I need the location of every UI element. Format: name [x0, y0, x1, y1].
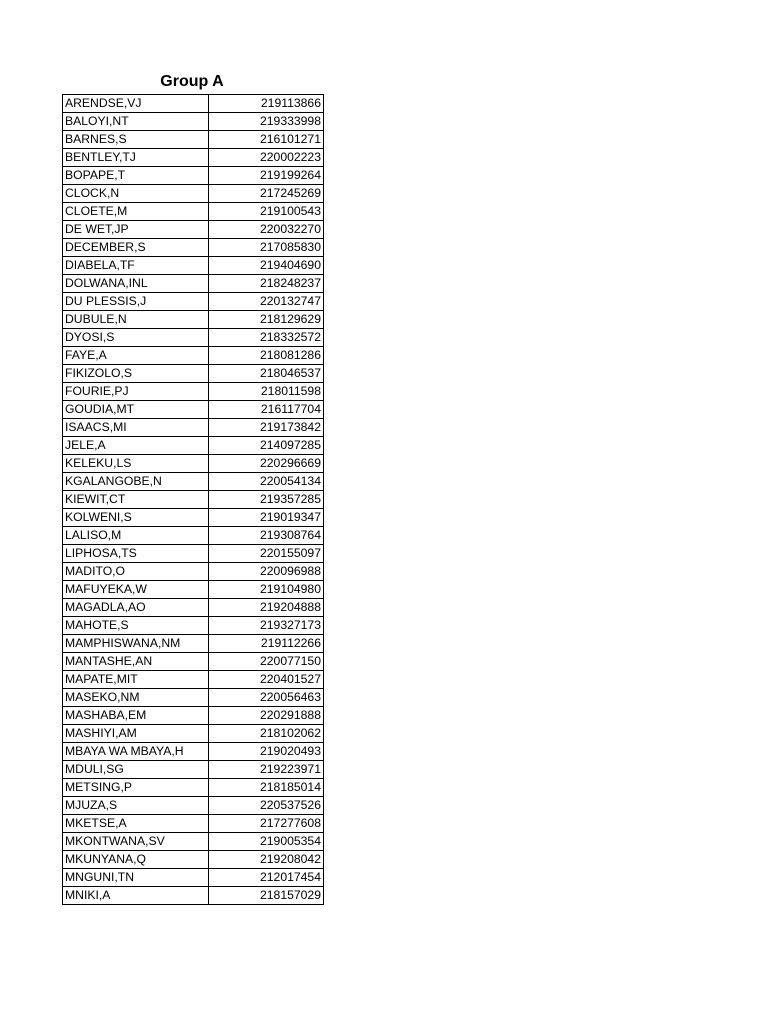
table-row — [63, 707, 324, 725]
table-row — [63, 797, 324, 815]
student-number-cell: 218102062 — [209, 725, 324, 743]
table-row — [63, 509, 324, 527]
table-row — [63, 293, 324, 311]
table-row — [63, 599, 324, 617]
table-row — [63, 131, 324, 149]
student-number-cell: 218046537 — [209, 365, 324, 383]
roster-body — [63, 95, 324, 905]
student-number-cell: 219333998 — [209, 113, 324, 131]
student-name-cell: METSING,P — [63, 779, 209, 797]
student-number-cell: 220002223 — [209, 149, 324, 167]
student-name-cell: BARNES,S — [63, 131, 209, 149]
student-name-cell: KGALANGOBE,N — [63, 473, 209, 491]
table-row — [63, 635, 324, 653]
table-row — [63, 149, 324, 167]
student-name-cell: CLOCK,N — [63, 185, 209, 203]
student-number-cell: 219005354 — [209, 833, 324, 851]
student-roster-table — [62, 94, 324, 905]
student-name-cell: MAHOTE,S — [63, 617, 209, 635]
table-row — [63, 329, 324, 347]
student-name-cell: MDULI,SG — [63, 761, 209, 779]
student-name-cell: MJUZA,S — [63, 797, 209, 815]
student-number-cell: 218185014 — [209, 779, 324, 797]
student-number-cell: 219112266 — [209, 635, 324, 653]
student-name-cell: CLOETE,M — [63, 203, 209, 221]
student-name-cell: MNGUNI,TN — [63, 869, 209, 887]
student-number-cell: 212017454 — [209, 869, 324, 887]
table-row — [63, 203, 324, 221]
student-number-cell: 219204888 — [209, 599, 324, 617]
student-name-cell: FAYE,A — [63, 347, 209, 365]
table-row — [63, 113, 324, 131]
table-row — [63, 653, 324, 671]
student-number-cell: 219357285 — [209, 491, 324, 509]
table-row — [63, 887, 324, 905]
student-number-cell: 219113866 — [209, 95, 324, 113]
student-name-cell: MAPATE,MIT — [63, 671, 209, 689]
table-row — [63, 563, 324, 581]
student-number-cell: 218011598 — [209, 383, 324, 401]
student-name-cell: MKUNYANA,Q — [63, 851, 209, 869]
student-name-cell: MAFUYEKA,W — [63, 581, 209, 599]
student-number-cell: 219020493 — [209, 743, 324, 761]
student-name-cell: BENTLEY,TJ — [63, 149, 209, 167]
student-name-cell: KELEKU,LS — [63, 455, 209, 473]
student-name-cell: MADITO,O — [63, 563, 209, 581]
student-number-cell: 220401527 — [209, 671, 324, 689]
student-name-cell: FOURIE,PJ — [63, 383, 209, 401]
student-number-cell: 217085830 — [209, 239, 324, 257]
table-row — [63, 437, 324, 455]
student-number-cell: 219308764 — [209, 527, 324, 545]
student-number-cell: 220291888 — [209, 707, 324, 725]
student-number-cell: 220056463 — [209, 689, 324, 707]
student-name-cell: ISAACS,MI — [63, 419, 209, 437]
table-row — [63, 671, 324, 689]
student-name-cell: LALISO,M — [63, 527, 209, 545]
table-row — [63, 383, 324, 401]
student-number-cell: 219223971 — [209, 761, 324, 779]
table-row — [63, 365, 324, 383]
table-row — [63, 401, 324, 419]
student-name-cell: MKONTWANA,SV — [63, 833, 209, 851]
student-name-cell: MASHABA,EM — [63, 707, 209, 725]
student-number-cell: 220537526 — [209, 797, 324, 815]
student-name-cell: DE WET,JP — [63, 221, 209, 239]
student-name-cell: KIEWIT,CT — [63, 491, 209, 509]
table-row — [63, 491, 324, 509]
student-number-cell: 219404690 — [209, 257, 324, 275]
table-row — [63, 581, 324, 599]
student-name-cell: MNIKI,A — [63, 887, 209, 905]
student-name-cell: KOLWENI,S — [63, 509, 209, 527]
student-name-cell: MAGADLA,AO — [63, 599, 209, 617]
student-number-cell: 218129629 — [209, 311, 324, 329]
table-row — [63, 761, 324, 779]
table-row — [63, 311, 324, 329]
table-row — [63, 221, 324, 239]
student-name-cell: MKETSE,A — [63, 815, 209, 833]
student-number-cell: 218248237 — [209, 275, 324, 293]
student-number-cell: 219199264 — [209, 167, 324, 185]
student-number-cell: 220054134 — [209, 473, 324, 491]
student-name-cell: JELE,A — [63, 437, 209, 455]
student-number-cell: 220032270 — [209, 221, 324, 239]
table-row — [63, 95, 324, 113]
student-number-cell: 220077150 — [209, 653, 324, 671]
student-number-cell: 218157029 — [209, 887, 324, 905]
student-number-cell: 216101271 — [209, 131, 324, 149]
student-name-cell: DYOSI,S — [63, 329, 209, 347]
student-number-cell: 220155097 — [209, 545, 324, 563]
student-number-cell: 219104980 — [209, 581, 324, 599]
table-row — [63, 419, 324, 437]
table-row — [63, 725, 324, 743]
student-name-cell: MBAYA WA MBAYA,H — [63, 743, 209, 761]
table-row — [63, 833, 324, 851]
student-name-cell: FIKIZOLO,S — [63, 365, 209, 383]
table-row — [63, 257, 324, 275]
table-row — [63, 275, 324, 293]
student-number-cell: 219100543 — [209, 203, 324, 221]
student-number-cell: 220096988 — [209, 563, 324, 581]
table-row — [63, 473, 324, 491]
student-name-cell: LIPHOSA,TS — [63, 545, 209, 563]
table-row — [63, 689, 324, 707]
student-name-cell: MASHIYI,AM — [63, 725, 209, 743]
student-number-cell: 218332572 — [209, 329, 324, 347]
student-name-cell: GOUDIA,MT — [63, 401, 209, 419]
table-row — [63, 851, 324, 869]
table-row — [63, 743, 324, 761]
student-number-cell: 220132747 — [209, 293, 324, 311]
table-row — [63, 815, 324, 833]
student-name-cell: DOLWANA,INL — [63, 275, 209, 293]
student-name-cell: BOPAPE,T — [63, 167, 209, 185]
student-name-cell: MASEKO,NM — [63, 689, 209, 707]
student-number-cell: 216117704 — [209, 401, 324, 419]
table-row — [63, 239, 324, 257]
student-number-cell: 219208042 — [209, 851, 324, 869]
student-name-cell: ARENDSE,VJ — [63, 95, 209, 113]
table-row — [63, 185, 324, 203]
student-number-cell: 220296669 — [209, 455, 324, 473]
student-name-cell: DIABELA,TF — [63, 257, 209, 275]
student-number-cell: 219019347 — [209, 509, 324, 527]
table-row — [63, 455, 324, 473]
student-number-cell: 217245269 — [209, 185, 324, 203]
student-name-cell: MAMPHISWANA,NM — [63, 635, 209, 653]
student-name-cell: DECEMBER,S — [63, 239, 209, 257]
student-number-cell: 218081286 — [209, 347, 324, 365]
table-row — [63, 869, 324, 887]
student-name-cell: BALOYI,NT — [63, 113, 209, 131]
student-number-cell: 217277608 — [209, 815, 324, 833]
table-row — [63, 167, 324, 185]
student-name-cell: DUBULE,N — [63, 311, 209, 329]
group-title: Group A — [160, 73, 224, 90]
table-row — [63, 347, 324, 365]
student-number-cell: 219327173 — [209, 617, 324, 635]
student-number-cell: 214097285 — [209, 437, 324, 455]
table-row — [63, 617, 324, 635]
student-number-cell: 219173842 — [209, 419, 324, 437]
student-name-cell: MANTASHE,AN — [63, 653, 209, 671]
table-row — [63, 527, 324, 545]
table-row — [63, 545, 324, 563]
table-row — [63, 779, 324, 797]
student-name-cell: DU PLESSIS,J — [63, 293, 209, 311]
